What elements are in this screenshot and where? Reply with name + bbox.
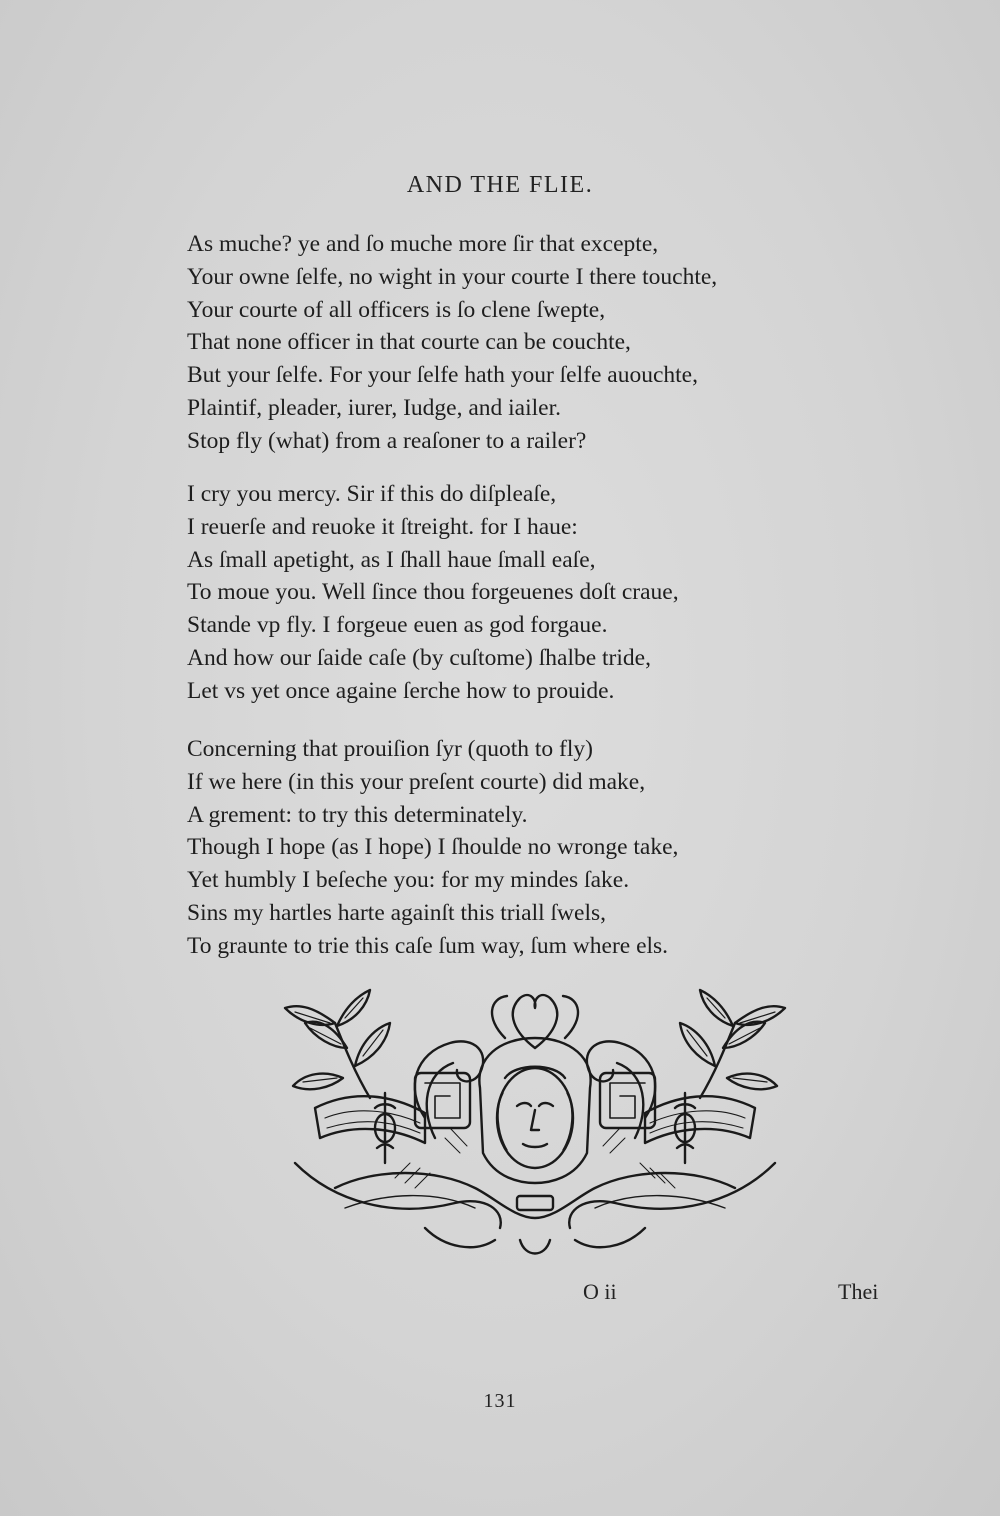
verse-line: Let vs yet once againe ſerche how to prouide. (187, 677, 615, 704)
verse-line: Stande vp fly. I forgeue euen as god forgaue. (187, 612, 608, 639)
verse-line: To graunte to trie this caſe ſum way, ſum where els. (187, 932, 669, 959)
stanza-1 (187, 228, 907, 458)
verse-line: But your ſelfe. For your ſelfe hath your ſelfe auouchte, (187, 362, 698, 389)
woodcut-ornament-icon (275, 978, 795, 1268)
verse-line: Sins my hartles harte againſt this triall ſwels, (187, 899, 607, 926)
verse-line: I reuerſe and reuoke it ſtreight. for I haue: (187, 513, 578, 540)
verse-line: I cry you mercy. Sir if this do diſpleaſe, (187, 481, 557, 507)
verse-line: Stop fly (what) from a reaſoner to a railer? (187, 427, 587, 454)
page-number: 131 (483, 1390, 517, 1412)
verse-line: And how our ſaide caſe (by cuſtome) ſhalbe tride, (187, 644, 651, 671)
verse-line: Plaintif, pleader, iurer, Iudge, and iailer. (187, 394, 561, 421)
verse-line: Yet humbly I beſeche you: for my mindes ſake. (187, 867, 630, 894)
verse-line: Your owne ſelfe, no wight in your courte I there touchte, (187, 263, 718, 290)
running-title: AND THE FLIE. (406, 172, 594, 198)
verse-line: As ſmall apetight, as I ſhall haue ſmall eaſe, (187, 546, 596, 573)
stanza-3 (187, 733, 907, 963)
verse-line: To moue you. Well ſince thou forgeuenes doſt craue, (187, 579, 679, 606)
verse-line: That none officer in that courte can be couchte, (187, 329, 631, 356)
verse-line: A grement: to try this determinately. (187, 801, 528, 828)
verse-line: If we here (in this your preſent courte) did make, (187, 768, 646, 795)
catchword: Thei (838, 1279, 879, 1304)
verse-line: Your courte of all officers is ſo clene ſwepte, (187, 296, 606, 323)
signature-mark: O ii (583, 1279, 617, 1304)
verse-line: Concerning that prouiſion ſyr (quoth to fly) (187, 736, 593, 762)
verse-line: As muche? ye and ſo muche more ſir that excepte, (187, 231, 659, 257)
stanza-2 (187, 478, 907, 708)
verse-line: Though I hope (as I hope) I ſhoulde no wronge take, (187, 834, 679, 861)
